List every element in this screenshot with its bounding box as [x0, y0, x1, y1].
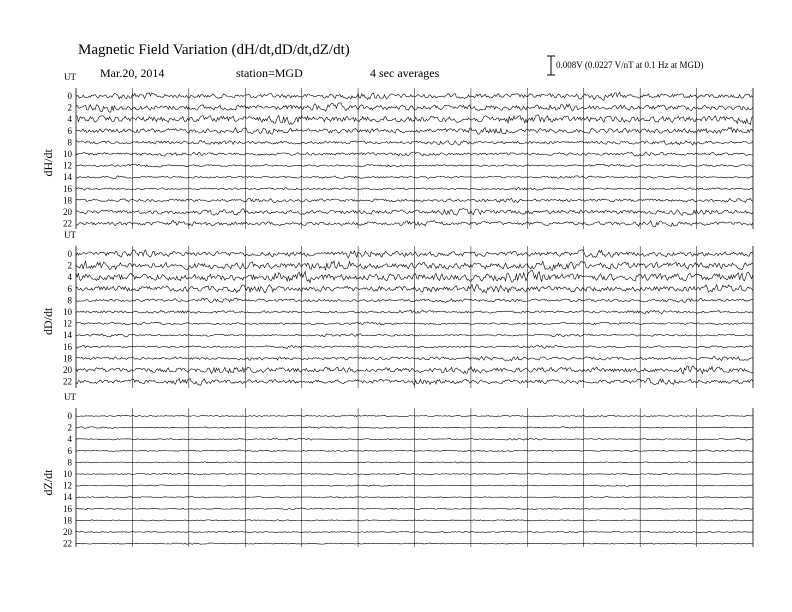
ut-label: UT	[64, 230, 76, 240]
hour-tick-label: 16	[63, 341, 72, 352]
hour-tick-label: 2	[67, 260, 72, 271]
hour-tick-label: 6	[67, 283, 72, 294]
hour-tick-label: 0	[67, 411, 72, 421]
hour-tick-label: 14	[63, 330, 72, 341]
hour-tick-label: 20	[63, 207, 72, 217]
hour-tick-label: 22	[63, 218, 72, 229]
date-label: Mar.20, 2014	[100, 66, 165, 80]
hour-tick-label: 12	[63, 160, 72, 171]
hour-tick-label: 6	[67, 445, 72, 456]
scale-label: 0.008V (0.0227 V/nT at 0.1 Hz at MGD)	[556, 60, 704, 70]
hour-tick-label: 8	[67, 457, 72, 468]
hour-tick-label: 14	[63, 172, 72, 183]
panel-dZ-dt	[41, 392, 753, 549]
hour-tick-label: 20	[63, 365, 72, 375]
hour-tick-label: 18	[63, 195, 72, 206]
scale-bar	[547, 56, 704, 75]
averaging-label: 4 sec averages	[370, 66, 440, 80]
hour-tick-label: 22	[63, 538, 72, 549]
hour-tick-label: 2	[67, 422, 72, 433]
chart-title: Magnetic Field Variation (dH/dt,dD/dt,dZ/dt)	[78, 42, 350, 58]
hour-tick-label: 0	[67, 91, 72, 101]
hour-tick-label: 20	[63, 527, 72, 537]
panel-dD-dt	[41, 230, 753, 388]
hour-tick-label: 22	[63, 376, 72, 387]
ut-label: UT	[64, 72, 76, 82]
hour-tick-label: 12	[63, 318, 72, 329]
hour-tick-label: 14	[63, 492, 72, 503]
hour-tick-label: 4	[67, 114, 72, 125]
hour-tick-label: 10	[63, 149, 72, 159]
panel-ylabel: dH/dt	[41, 149, 55, 177]
hour-tick-label: 12	[63, 480, 72, 491]
hour-tick-label: 4	[67, 272, 72, 283]
hour-tick-label: 10	[63, 307, 72, 317]
hour-tick-label: 10	[63, 469, 72, 479]
panel-ylabel: dD/dt	[41, 307, 55, 335]
hour-tick-label: 18	[63, 515, 72, 526]
panels-group	[41, 72, 753, 549]
hour-tick-label: 4	[67, 434, 72, 445]
hour-tick-label: 6	[67, 125, 72, 136]
hour-tick-label: 8	[67, 295, 72, 306]
hour-tick-label: 8	[67, 137, 72, 148]
hour-tick-label: 18	[63, 353, 72, 364]
hour-tick-label: 0	[67, 249, 72, 259]
panel-ylabel: dZ/dt	[41, 469, 55, 496]
hour-tick-label: 16	[63, 183, 72, 194]
hour-tick-label: 16	[63, 503, 72, 514]
panel-dH-dt	[41, 72, 753, 229]
hour-tick-label: 2	[67, 102, 72, 113]
ut-label: UT	[64, 392, 76, 402]
station-label: station=MGD	[236, 66, 303, 80]
